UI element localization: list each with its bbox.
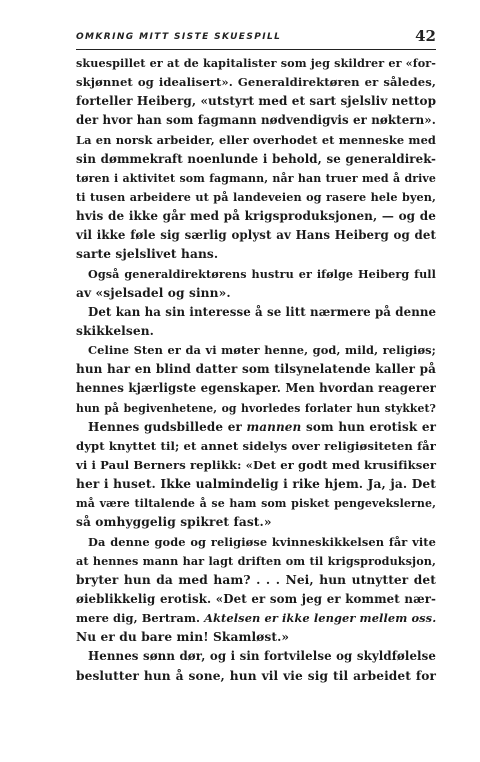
text-segment: Hennes gudsbillede er [88, 419, 247, 434]
text-line: dypt knyttet til; et annet sidelys over religiøsiteten får [76, 438, 436, 453]
text-line: Celine Sten er da vi møter henne, god, mild, religiøs; [88, 343, 436, 358]
body-text [76, 54, 436, 686]
text-line: hvis de ikke går med på krigsproduksjonen, — og de [76, 209, 436, 224]
text-line: Også generaldirektørens hustru er ifølge Heiberg full [88, 266, 436, 281]
text-line: hennes kjærligste egenskaper. Men hvordan reagerer [76, 381, 436, 396]
text-line: av «sjelsadel og sinn». [76, 285, 231, 300]
text-line: vi i Paul Berners replikk: «Det er godt med krusifikser [76, 457, 437, 472]
text-line: der hvor han som fagmann nødvendigvis er nøktern». [76, 113, 436, 128]
text-line: her i huset. Ikke ualmindelig i rike hjem. Ja, ja. Det [76, 477, 436, 492]
text-line: Nu er du bare min! Skamløst.» [76, 630, 290, 645]
text-line: tøren i aktivitet som fagmann, når han truer med å drive [76, 171, 436, 185]
running-title: OMKRING MITT SISTE SKUESPILL [76, 32, 282, 42]
text-segment: som hun erotisk er [301, 419, 436, 434]
text-line: Da denne gode og religiøse kvinneskikkelsen får vite [88, 534, 436, 549]
text-line: øieblikkelig erotisk. «Det er som jeg er kommet nær- [76, 591, 436, 606]
text-line: Hennes sønn dør, og i sin fortvilelse og skyldfølelse [88, 649, 436, 664]
text-line [76, 609, 436, 628]
text-line: sarte sjelslivet hans. [76, 247, 219, 262]
text-line: skjønnet og idealisert». Generaldirektøren er således, [76, 75, 436, 90]
page-number: 42 [415, 27, 436, 45]
text-line: forteller Heiberg, «utstyrt med et sart sjelsliv nettop [76, 94, 437, 109]
emphasis-text: mannen [246, 419, 302, 434]
text-segment: mere dig, Bertram. [76, 611, 205, 626]
text-line: sin dømmekraft noenlunde i behold, se generaldirek- [76, 151, 436, 166]
text-line [76, 418, 436, 437]
text-line: Det kan ha sin interesse å se litt nærmere på denne [88, 304, 437, 319]
text-line: La en norsk arbeider, eller overhodet et menneske med [76, 132, 436, 147]
text-line: ti tusen arbeidere ut på landeveien og rasere hele byen, [76, 189, 436, 204]
text-line: må være tiltalende å se ham som pisket pengevekslerne, [76, 497, 436, 511]
text-line: hun på begivenhetene, og hvorledes forlater hun stykket? [76, 401, 436, 415]
text-line: skikkelsen. [76, 323, 155, 338]
text-line: bryter hun da med ham? . . . Nei, hun utnytter det [76, 572, 436, 587]
text-line: beslutter hun å sone, hun vil vie sig til arbeidet for [76, 668, 436, 683]
text-line: at hennes mann har lagt driften om til krigsproduksjon, [76, 553, 436, 568]
text-line: hun har en blind datter som tilsynelatende kaller på [76, 362, 436, 377]
text-line: skuespillet er at de kapitalister som jeg skildrer er «for- [76, 56, 436, 70]
text-line: vil ikke føle sig særlig oplyst av Hans Heiberg og det [76, 228, 436, 243]
emphasis-text: Aktelsen er ikke lenger mellem oss. [204, 611, 437, 626]
running-head [76, 27, 436, 50]
text-line: så omhyggelig spikret fast.» [76, 515, 272, 530]
header-rule [76, 49, 436, 50]
